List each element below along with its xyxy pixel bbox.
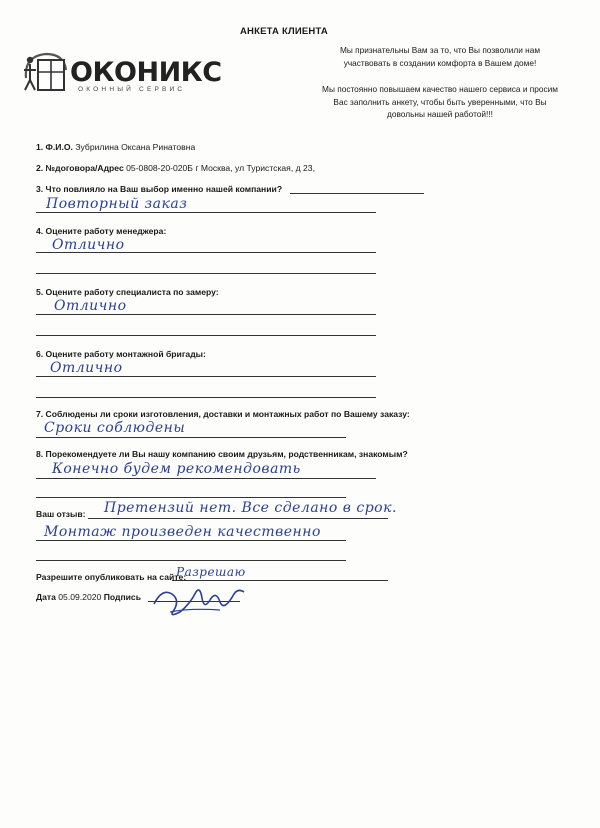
brand-tagline: ОКОННЫЙ СЕРВИС xyxy=(78,86,186,93)
fio-label: 1. Ф.И.О. xyxy=(36,142,73,152)
contract-row xyxy=(36,163,315,173)
handwritten-signature xyxy=(150,582,250,620)
publish-line xyxy=(172,580,388,581)
q5-label: 5. Оцените работу специалиста по замеру: xyxy=(36,287,219,297)
signature-label: Подпись xyxy=(103,592,141,602)
q7-answer-line xyxy=(36,437,346,438)
q8-line-1 xyxy=(36,478,376,479)
review-label: Ваш отзыв: xyxy=(36,509,86,519)
date-value: 05.09.2020 xyxy=(58,592,102,602)
window-logo-icon xyxy=(20,48,72,98)
q4-answer: Отлично xyxy=(52,237,125,253)
q5-line-2 xyxy=(36,335,376,336)
fio-value: Зубрилина Оксана Ринатовна xyxy=(75,142,196,152)
q5-answer: Отлично xyxy=(54,298,127,314)
q3-answer-line xyxy=(36,212,376,213)
publish-answer: Разрешаю xyxy=(176,565,246,579)
q8-answer: Конечно будем рекомендовать xyxy=(52,461,301,477)
intro-request: Мы постоянно повышаем качество нашего сервиса и просим Вас заполнить анкету, чтобы быть уверенными, что Вы довольны нашей работой!!! xyxy=(322,84,558,119)
review-line-3 xyxy=(36,560,346,561)
brand-name: ОКОНИКС xyxy=(70,57,222,88)
q5-line-1 xyxy=(36,314,376,315)
q3-inline-line xyxy=(290,193,424,194)
q6-line-1 xyxy=(36,376,376,377)
q8-label: 8. Порекомендуете ли Вы нашу компанию своим друзьям, родственникам, знакомым? xyxy=(36,449,408,459)
q7-label: 7. Соблюдены ли сроки изготовления, доставки и монтажных работ по Вашему заказу: xyxy=(36,409,410,419)
q3-label: 3. Что повлияло на Ваш выбор именно нашей компании? xyxy=(36,184,283,194)
q6-line-2 xyxy=(36,397,376,398)
contract-label: 2. №договора/Адрес xyxy=(36,163,124,173)
q7-answer: Сроки соблюдены xyxy=(44,420,186,436)
intro-thanks: Мы признательны Вам за то, что Вы позволили нам участвовать в создании комфорта в Вашем доме! xyxy=(339,45,541,68)
fio-row xyxy=(36,142,195,152)
q4-line-2 xyxy=(36,273,376,274)
review-line-1 xyxy=(88,518,388,519)
q8-line-2 xyxy=(36,497,346,498)
q6-answer: Отлично xyxy=(50,360,123,376)
publish-label: Разрешите опубликовать на сайте: xyxy=(36,572,187,582)
date-signature-row xyxy=(36,592,141,602)
date-label: Дата xyxy=(36,592,56,602)
review-answer-line-1: Претензий нет. Все сделано в срок. xyxy=(104,500,397,516)
form-title: АНКЕТА КЛИЕНТА xyxy=(240,26,328,37)
q4-line-1 xyxy=(36,252,376,253)
q3-answer: Повторный заказ xyxy=(46,196,188,212)
review-answer-line-2: Монтаж произведен качественно xyxy=(44,524,321,540)
q6-label: 6. Оцените работу монтажной бригады: xyxy=(36,349,206,359)
contract-value: 05-0808-20-020Б г Москва, ул Туристская, д 23, xyxy=(126,163,315,173)
review-line-2 xyxy=(36,540,346,541)
q4-label: 4. Оцените работу менеджера: xyxy=(36,226,167,236)
